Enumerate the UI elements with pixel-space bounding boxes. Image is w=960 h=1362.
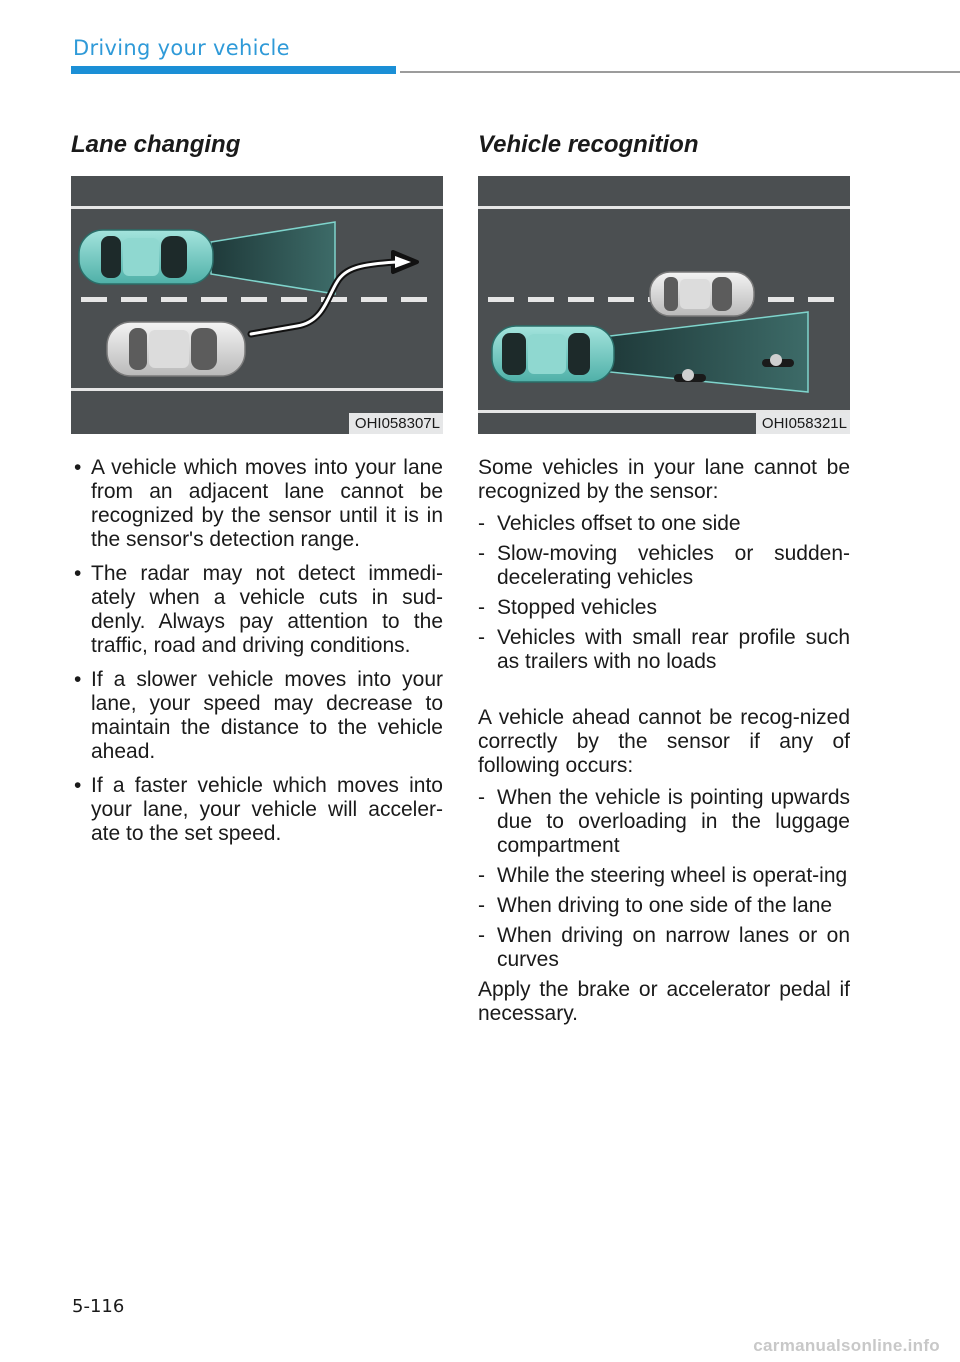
- lane-changing-figure: [71, 176, 443, 434]
- offset-car: [650, 272, 754, 316]
- list-item: - Stopped vehicles: [478, 596, 657, 619]
- list-item: - Slow-moving vehicles or sudden-decelerating vehicles: [478, 542, 850, 589]
- recognition-intro: Some vehicles in your lane cannot be recognized by the sensor:: [478, 456, 850, 503]
- list-item: • A vehicle which moves into your lane from an adjacent lane cannot be recognized by the sensor until it is in the sensor's detection range.: [74, 456, 443, 551]
- vehicle-recognition-heading: Vehicle recognition: [478, 131, 699, 158]
- list-item: • If a faster vehicle which moves into your lane, your vehicle will acceler-ate to the set speed.: [74, 774, 443, 845]
- list-item: • The radar may not detect immedi-ately when a vehicle cuts in sud-denly. Always pay attention to the traffic, road and driving conditions.: [74, 562, 443, 657]
- unrecognized-vehicles-list: [478, 512, 850, 674]
- list-item: - Vehicles offset to one side: [478, 512, 741, 535]
- list-item: - While the steering wheel is operat-ing: [478, 864, 848, 887]
- figure-code: OHI058307L: [349, 413, 443, 434]
- vehicle-recognition-figure: [478, 176, 850, 434]
- list-item: - When driving on narrow lanes or on curves: [478, 924, 850, 971]
- sensor-car: [492, 326, 614, 382]
- lane-changing-list: [71, 456, 443, 846]
- sensor-car: [79, 230, 213, 284]
- closing-advice: Apply the brake or accelerator pedal if necessary.: [478, 978, 850, 1025]
- lane-changing-section: [71, 128, 443, 856]
- list-item: - When the vehicle is pointing upwards due to overloading in the luggage compartment: [478, 786, 850, 857]
- header-rule: [400, 71, 960, 73]
- list-item: • If a slower vehicle moves into your lane, your speed may decrease to maintain the distance to the vehicle ahead.: [74, 668, 443, 763]
- page-number: 5-116: [72, 1296, 125, 1317]
- header-rule-accent: [71, 66, 396, 74]
- list-item: - Vehicles with small rear profile such as trailers with no loads: [478, 626, 850, 673]
- recognition-conditions-list: [478, 786, 850, 972]
- adjacent-car: [107, 322, 245, 376]
- list-item: - When driving to one side of the lane: [478, 894, 833, 917]
- watermark: carmanualsonline.info: [753, 1336, 940, 1355]
- lane-changing-illustration: [71, 176, 443, 434]
- lane-changing-heading: Lane changing: [71, 131, 241, 158]
- figure-code: OHI058321L: [756, 413, 850, 434]
- section-title: Driving your vehicle: [73, 36, 290, 60]
- recognition-conditions-intro: A vehicle ahead cannot be recog-nized correctly by the sensor if any of following occurs:: [478, 706, 850, 777]
- vehicle-recognition-illustration: [478, 176, 850, 434]
- vehicle-recognition-section: [478, 128, 850, 1026]
